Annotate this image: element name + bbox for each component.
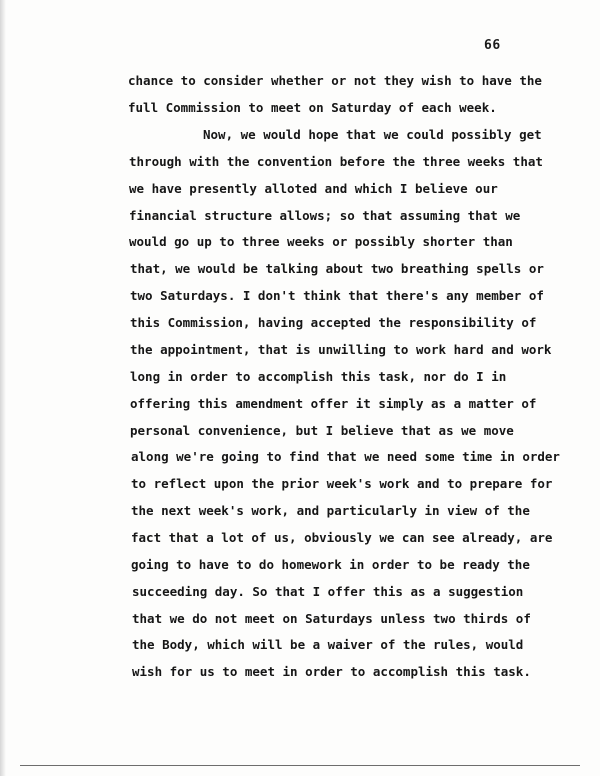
text-line: personal convenience, but I believe that as we move (130, 423, 514, 438)
text-line: through with the convention before the three weeks that (129, 154, 543, 169)
text-line: long in order to accomplish this task, nor do I in (130, 369, 507, 384)
text-line: we have presently alloted and which I believe our (129, 181, 498, 196)
text-line: along we're going to find that we need some time in order (131, 449, 560, 464)
text-line: fact that a lot of us, obviously we can see already, are (131, 530, 553, 545)
scan-shadow-edge (0, 0, 6, 776)
text-line: financial structure allows; so that assuming that we (129, 208, 521, 223)
text-line: full Commission to meet on Saturday of each week. (128, 100, 497, 115)
page-number: 66 (484, 38, 501, 53)
page-bottom-border (20, 765, 580, 766)
text-line: that, we would be talking about two breathing spells or (130, 261, 544, 276)
text-line: wish for us to meet in order to accomplish this task. (132, 664, 531, 679)
text-line: offering this amendment offer it simply as a matter of (130, 396, 537, 411)
text-line: that we do not meet on Saturdays unless two thirds of (132, 611, 531, 626)
text-line: Now, we would hope that we could possibly get (203, 127, 542, 142)
text-line: the appointment, that is unwilling to work hard and work (130, 342, 552, 357)
text-line: this Commission, having accepted the responsibility of (130, 315, 537, 330)
text-line: the next week's work, and particularly in view of the (131, 503, 530, 518)
text-line: would go up to three weeks or possibly shorter than (129, 234, 513, 249)
text-line: succeeding day. So that I offer this as a suggestion (132, 584, 524, 599)
text-line: to reflect upon the prior week's work and to prepare for (131, 476, 553, 491)
text-line: going to have to do homework in order to be ready the (131, 557, 530, 572)
text-line: chance to consider whether or not they wish to have the (128, 73, 542, 88)
text-line: the Body, which will be a waiver of the rules, would (132, 637, 524, 652)
text-line: two Saturdays. I don't think that there's any member of (130, 288, 544, 303)
